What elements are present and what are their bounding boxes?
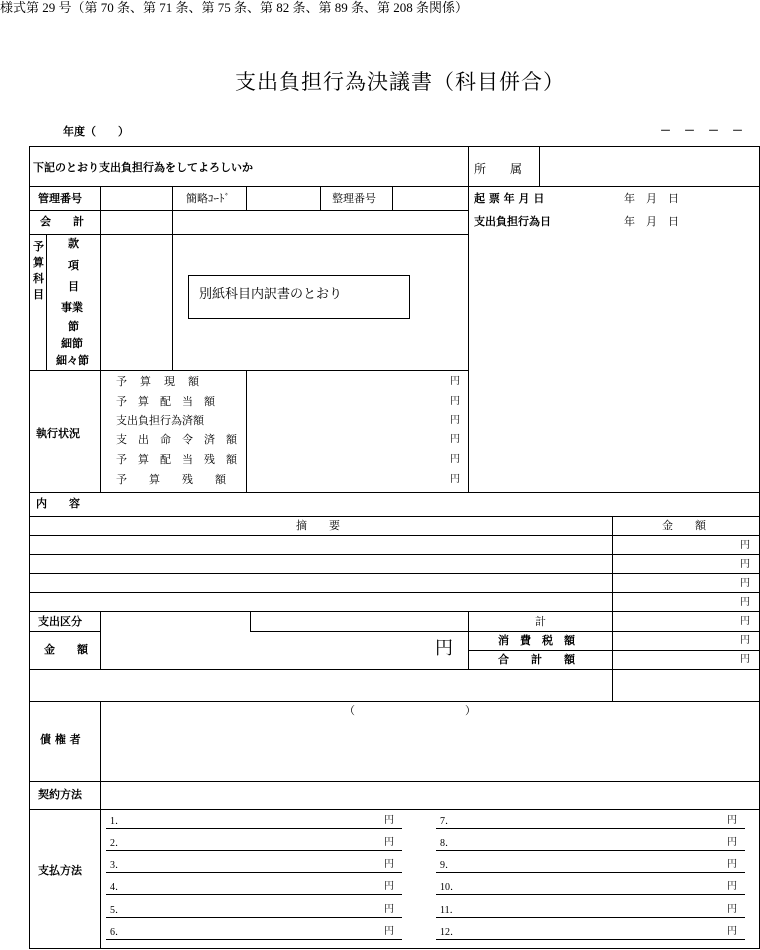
blank-field[interactable]	[31, 671, 610, 699]
divider	[468, 611, 469, 669]
payment-line[interactable]	[436, 850, 745, 851]
divider	[29, 631, 100, 632]
divider	[100, 701, 101, 948]
summary-amount-header: 金 額	[662, 520, 706, 532]
exec-row-5: 予 算 配 当 残 額	[116, 454, 237, 466]
execution-label: 執行状況	[36, 427, 80, 440]
budget-label-2: 算	[33, 256, 44, 269]
payment-item-5: 5．	[110, 905, 125, 916]
payment-line[interactable]	[106, 872, 402, 873]
payment-item-9: 9．	[440, 860, 455, 871]
divider	[29, 186, 760, 187]
exec-row-3: 支出負担行為済額	[116, 415, 204, 427]
divider	[320, 186, 321, 210]
table-bottom-border	[29, 948, 760, 949]
divider	[29, 592, 760, 593]
yen-unit: 円	[740, 654, 750, 665]
shishutsu-kubun-field[interactable]	[102, 613, 248, 630]
divider	[612, 516, 613, 701]
yen-unit: 円	[450, 396, 460, 407]
yen-unit: 円	[740, 635, 750, 646]
payment-line[interactable]	[436, 872, 745, 873]
divider	[29, 516, 760, 517]
yen-unit: 円	[384, 904, 394, 915]
yen-unit: 円	[727, 815, 737, 826]
form-number: 様式第 29 号（第 70 条、第 71 条、第 75 条、第 82 条、第 89 条、第 208 条関係）	[0, 0, 469, 15]
yen-unit: 円	[740, 597, 750, 608]
yen-unit: 円	[384, 881, 394, 892]
divider	[29, 234, 468, 235]
budget-item-saisetsu: 細節	[61, 337, 83, 350]
payment-item-1: 1．	[110, 816, 125, 827]
ryaku-code-label: 簡略ｺｰﾄﾞ	[186, 193, 230, 205]
fiscal-year[interactable]: 年度（ ）	[63, 125, 129, 138]
document-number: － － － －	[660, 124, 744, 137]
payment-line[interactable]	[436, 917, 745, 918]
payment-line[interactable]	[106, 939, 402, 940]
yen-unit: 円	[740, 540, 750, 551]
kihyo-date-value[interactable]: 年 月 日	[624, 193, 679, 205]
divider	[46, 234, 47, 370]
divider	[468, 146, 469, 492]
budget-item-jigyo: 事業	[61, 301, 83, 314]
divider	[100, 611, 101, 669]
yen-unit: 円	[384, 815, 394, 826]
yen-unit: 円	[450, 415, 460, 426]
table-left-border	[29, 146, 30, 948]
yen-unit: 円	[727, 881, 737, 892]
shishutsu-date-label: 支出負担行為日	[474, 215, 551, 228]
budget-item-kou: 項	[68, 259, 79, 272]
payment-line[interactable]	[436, 828, 745, 829]
yen-unit: 円	[740, 559, 750, 570]
divider	[29, 781, 760, 782]
exec-row-6: 予 算 残 額	[116, 474, 226, 486]
divider	[29, 370, 468, 371]
divider	[539, 146, 540, 186]
kanri-bango-field[interactable]	[102, 188, 170, 210]
creditor-paren: （ ）	[344, 705, 476, 717]
payment-method-label: 支払方法	[38, 864, 82, 877]
yen-unit: 円	[727, 926, 737, 937]
yen-unit: 円	[384, 837, 394, 848]
payment-item-10: 10．	[440, 882, 460, 893]
yen-unit: 円	[740, 616, 750, 627]
exec-row-2: 予 算 配 当 額	[116, 396, 215, 408]
kingaku-yen: 円	[435, 638, 453, 658]
divider	[29, 669, 760, 670]
payment-item-12: 12．	[440, 927, 460, 938]
divider	[246, 186, 247, 210]
divider	[29, 573, 760, 574]
yen-unit: 円	[450, 434, 460, 445]
creditor-field[interactable]	[102, 720, 758, 778]
contract-method-label: 契約方法	[38, 788, 82, 801]
divider	[468, 650, 760, 651]
tax-label: 消 費 税 額	[498, 634, 575, 647]
ryaku-code-field[interactable]	[248, 188, 318, 210]
page-title: 支出負担行為決議書（科目併合）	[235, 70, 565, 94]
divider	[250, 631, 760, 632]
payment-line[interactable]	[436, 939, 745, 940]
payment-item-7: 7．	[440, 816, 455, 827]
payment-line[interactable]	[106, 917, 402, 918]
divider	[29, 535, 760, 536]
divider	[29, 809, 760, 810]
kei-label: 計	[535, 616, 546, 628]
budget-item-saisaisetsu: 細々節	[56, 354, 89, 367]
seiri-bango-field[interactable]	[394, 188, 466, 210]
yen-unit: 円	[727, 837, 737, 848]
payment-line[interactable]	[106, 894, 402, 895]
affiliation-label: 所 属	[474, 162, 523, 176]
yen-unit: 円	[740, 578, 750, 589]
content-label: 内 容	[36, 497, 80, 510]
yen-unit: 円	[450, 454, 460, 465]
exec-row-1: 予 算 現 額	[116, 376, 200, 388]
kanri-bango-label: 管理番号	[38, 192, 82, 205]
budget-label-1: 予	[33, 240, 44, 253]
creditor-label: 債 権 者	[40, 733, 81, 746]
payment-line[interactable]	[436, 894, 745, 895]
yen-unit: 円	[727, 859, 737, 870]
content-field[interactable]	[102, 494, 758, 515]
payment-item-8: 8．	[440, 838, 455, 849]
summary-desc-header: 摘 要	[296, 520, 340, 532]
budget-label-4: 目	[33, 288, 44, 301]
payment-line[interactable]	[106, 850, 402, 851]
divider	[100, 186, 101, 492]
affiliation-field[interactable]	[541, 148, 757, 185]
request-text: 下記のとおり支出負担行為をしてよろしいか	[33, 161, 253, 174]
yen-unit: 円	[727, 904, 737, 915]
table-top-border	[29, 146, 760, 147]
divider	[29, 611, 760, 612]
yen-unit: 円	[384, 926, 394, 937]
kingaku-field[interactable]	[102, 633, 428, 667]
budget-label-3: 科	[33, 272, 44, 285]
payment-line[interactable]	[106, 828, 402, 829]
kingaku-label: 金 額	[44, 643, 88, 656]
divider	[29, 701, 760, 702]
kaikei-label: 会 計	[40, 215, 84, 228]
shishutsu-date-value[interactable]: 年 月 日	[624, 216, 679, 228]
payment-item-6: 6．	[110, 927, 125, 938]
budget-item-setsu: 節	[68, 320, 79, 333]
divider	[29, 492, 760, 493]
budget-note: 別紙科目内訳書のとおり	[199, 286, 343, 301]
kaikei-field[interactable]	[102, 212, 170, 233]
exec-row-4: 支 出 命 令 済 額	[116, 434, 237, 446]
divider	[250, 611, 251, 631]
budget-item-moku: 目	[68, 280, 79, 293]
divider	[392, 186, 393, 210]
divider	[172, 186, 173, 370]
payment-item-3: 3．	[110, 860, 125, 871]
payment-item-4: 4．	[110, 882, 125, 893]
contract-method-field[interactable]	[102, 783, 758, 807]
divider	[29, 210, 468, 211]
kihyo-date-label: 起 票 年 月 日	[474, 192, 545, 205]
payment-item-11: 11．	[440, 905, 460, 916]
divider	[29, 554, 760, 555]
yen-unit: 円	[450, 376, 460, 387]
yen-unit: 円	[450, 474, 460, 485]
payment-item-2: 2．	[110, 838, 125, 849]
total-label: 合 計 額	[498, 653, 575, 666]
seiri-bango-label: 整理番号	[332, 193, 376, 205]
yen-unit: 円	[384, 859, 394, 870]
shishutsu-kubun-label: 支出区分	[38, 615, 82, 628]
divider	[246, 370, 247, 492]
budget-item-kan: 款	[68, 237, 79, 250]
